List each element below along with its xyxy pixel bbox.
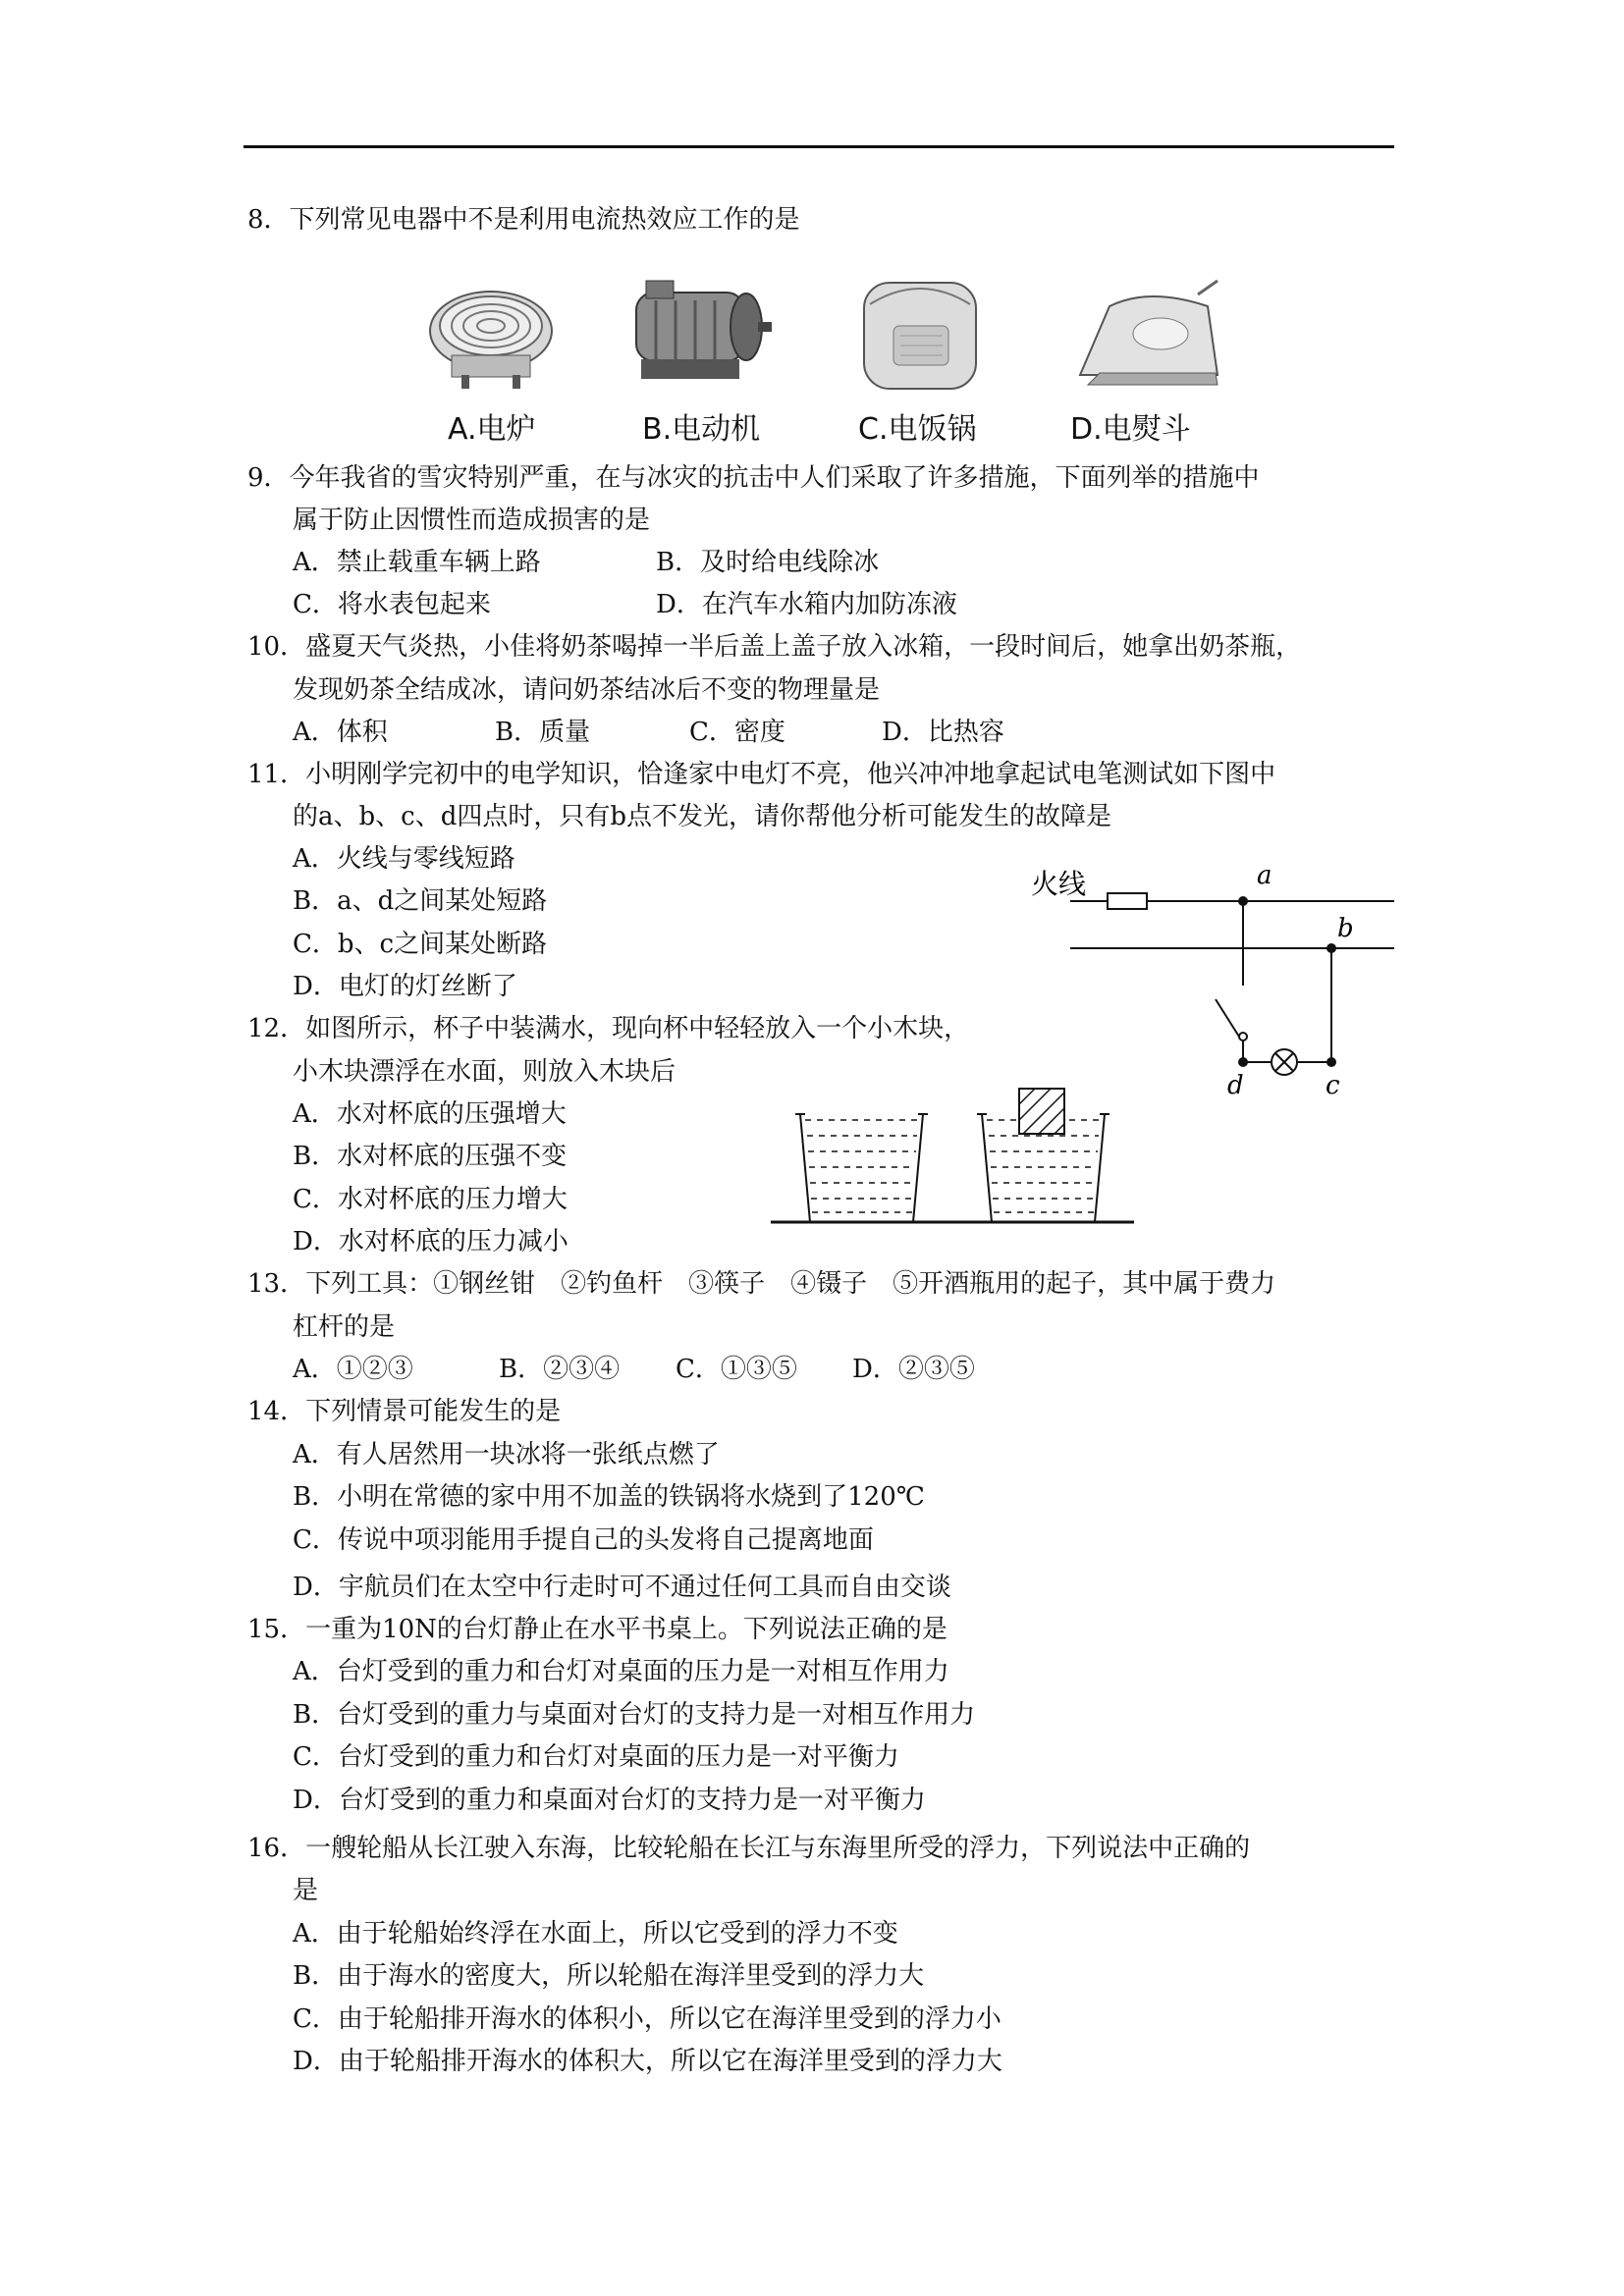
header-rule (244, 145, 1394, 148)
q16-stem-line1: 16．一艘轮船从长江驶入东海，比较轮船在长江与东海里所受的浮力，下列说法中正确的 (247, 1834, 1251, 1863)
q12-option-b: B．水对杯底的压强不变 (293, 1142, 568, 1171)
node-c (1326, 1057, 1336, 1067)
node-a (1238, 896, 1248, 906)
wood-block (1019, 1089, 1064, 1134)
q14-stem: 14．下列情景可能发生的是 (247, 1397, 562, 1426)
node-b (1326, 943, 1336, 953)
q16-option-c: C．由于轮船排开海水的体积小，所以它在海洋里受到的浮力小 (293, 2004, 1001, 2034)
q11-circuit-diagram (1021, 854, 1404, 1099)
fuse-symbol (1108, 893, 1147, 909)
circuit-live-wire-label: 火线 (1031, 868, 1087, 900)
q11-stem-line2: 的a、b、c、d四点时，只有b点不发光，请你帮他分析可能发生的故障是 (293, 802, 1111, 831)
q9-stem-line2: 属于防止因惯性而造成损害的是 (293, 506, 651, 535)
q9-option-b: B．及时给电线除冰 (656, 548, 880, 577)
q13-stem-line1: 13．下列工具：①钢丝钳 ②钓鱼杆 ③筷子 ④镊子 ⑤开酒瓶用的起子，其中属于费力 (247, 1269, 1276, 1299)
q16-option-a: A．由于轮船始终浮在水面上，所以它受到的浮力不变 (293, 1919, 898, 1949)
q10-stem-line2: 发现奶茶全结成冰，请问奶茶结冰后不变的物理量是 (293, 675, 881, 705)
q13-option-c: C．①③⑤ (676, 1355, 797, 1384)
q8-caption-c: C.电饭锅 (858, 412, 977, 447)
q11-option-a: A．火线与零线短路 (293, 844, 515, 874)
q14-option-c: C．传说中项羽能用手提自己的头发将自己提离地面 (293, 1525, 874, 1555)
q12-option-a: A．水对杯底的压强增大 (293, 1099, 567, 1129)
q10-option-b: B．质量 (495, 718, 591, 747)
q15-option-c: C．台灯受到的重力和台灯对桌面的压力是一对平衡力 (293, 1742, 899, 1772)
q8-stem: 8．下列常见电器中不是利用电流热效应工作的是 (247, 205, 800, 235)
rice-cooker-image (856, 265, 984, 395)
cup-with-block (977, 1089, 1110, 1222)
electric-stove-image (422, 277, 560, 395)
q12-stem-line2: 小木块漂浮在水面，则放入木块后 (293, 1057, 677, 1087)
label-d: d (1227, 1071, 1244, 1099)
q9-option-d: D．在汽车水箱内加防冻液 (656, 590, 957, 619)
q12-stem-line1: 12．如图所示，杯子中装满水，现向杯中轻轻放入一个小木块， (247, 1014, 970, 1043)
q15-stem: 15．一重为10N的台灯静止在水平书桌上。下列说法正确的是 (247, 1615, 947, 1644)
node-d (1238, 1057, 1248, 1067)
switch-lever (1216, 999, 1239, 1037)
q10-option-a: A．体积 (293, 718, 388, 747)
q14-option-d: D．宇航员们在太空中行走时可不通过任何工具而自由交谈 (293, 1573, 951, 1602)
q14-option-b: B．小明在常德的家中用不加盖的铁锅将水烧到了120℃ (293, 1482, 925, 1512)
q13-option-d: D．②③⑤ (852, 1355, 975, 1384)
q11-option-d: D．电灯的灯丝断了 (293, 972, 517, 1001)
q8-caption-d: D.电熨斗 (1070, 412, 1191, 447)
q16-option-d: D．由于轮船排开海水的体积大，所以它在海洋里受到的浮力大 (293, 2047, 1002, 2076)
q12-option-d: D．水对杯底的压力减小 (293, 1227, 568, 1256)
q11-option-c: C．b、c之间某处断路 (293, 930, 548, 959)
q9-option-a: A．禁止载重车辆上路 (293, 548, 541, 577)
cup-without-block (795, 1114, 928, 1222)
q15-option-d: D．台灯受到的重力和桌面对台灯的支持力是一对平衡力 (293, 1786, 926, 1815)
q15-option-a: A．台灯受到的重力和台灯对桌面的压力是一对相互作用力 (293, 1657, 949, 1686)
q14-option-a: A．有人居然用一块冰将一张纸点燃了 (293, 1440, 720, 1469)
label-a: a (1257, 861, 1272, 890)
q12-cups-diagram (766, 1085, 1139, 1232)
label-b: b (1337, 914, 1354, 943)
q16-option-b: B．由于海水的密度大，所以轮船在海洋里受到的浮力大 (293, 1961, 925, 1991)
q9-stem-line1: 9．今年我省的雪灾特别严重，在与冰灾的抗击中人们采取了许多措施，下面列举的措施中 (247, 463, 1260, 493)
q13-stem-line2: 杠杆的是 (293, 1312, 396, 1342)
q10-option-d: D．比热容 (882, 718, 1004, 747)
q16-stem-line2: 是 (293, 1876, 319, 1905)
electric-iron-image (1070, 277, 1227, 395)
q13-option-b: B．②③④ (499, 1355, 621, 1384)
q10-option-c: C．密度 (689, 718, 785, 747)
q9-option-c: C．将水表包起来 (293, 590, 491, 619)
q13-option-a: A．①②③ (293, 1355, 413, 1384)
q12-option-c: C．水对杯底的压力增大 (293, 1185, 568, 1214)
q10-stem-line1: 10．盛夏天气炎热，小佳将奶茶喝掉一半后盖上盖子放入冰箱，一段时间后，她拿出奶茶瓶， (247, 632, 1302, 662)
q8-caption-a: A.电炉 (448, 412, 536, 447)
label-c: c (1326, 1071, 1340, 1099)
q15-option-b: B．台灯受到的重力与桌面对台灯的支持力是一对相互作用力 (293, 1700, 976, 1730)
q11-option-b: B．a、d之间某处短路 (293, 886, 548, 916)
switch-contact (1239, 1033, 1247, 1041)
q11-stem-line1: 11．小明刚学完初中的电学知识，恰逢家中电灯不亮，他兴冲冲地拿起试电笔测试如下图中 (247, 760, 1276, 789)
electric-motor-image (617, 273, 774, 395)
q8-caption-b: B.电动机 (642, 412, 761, 447)
